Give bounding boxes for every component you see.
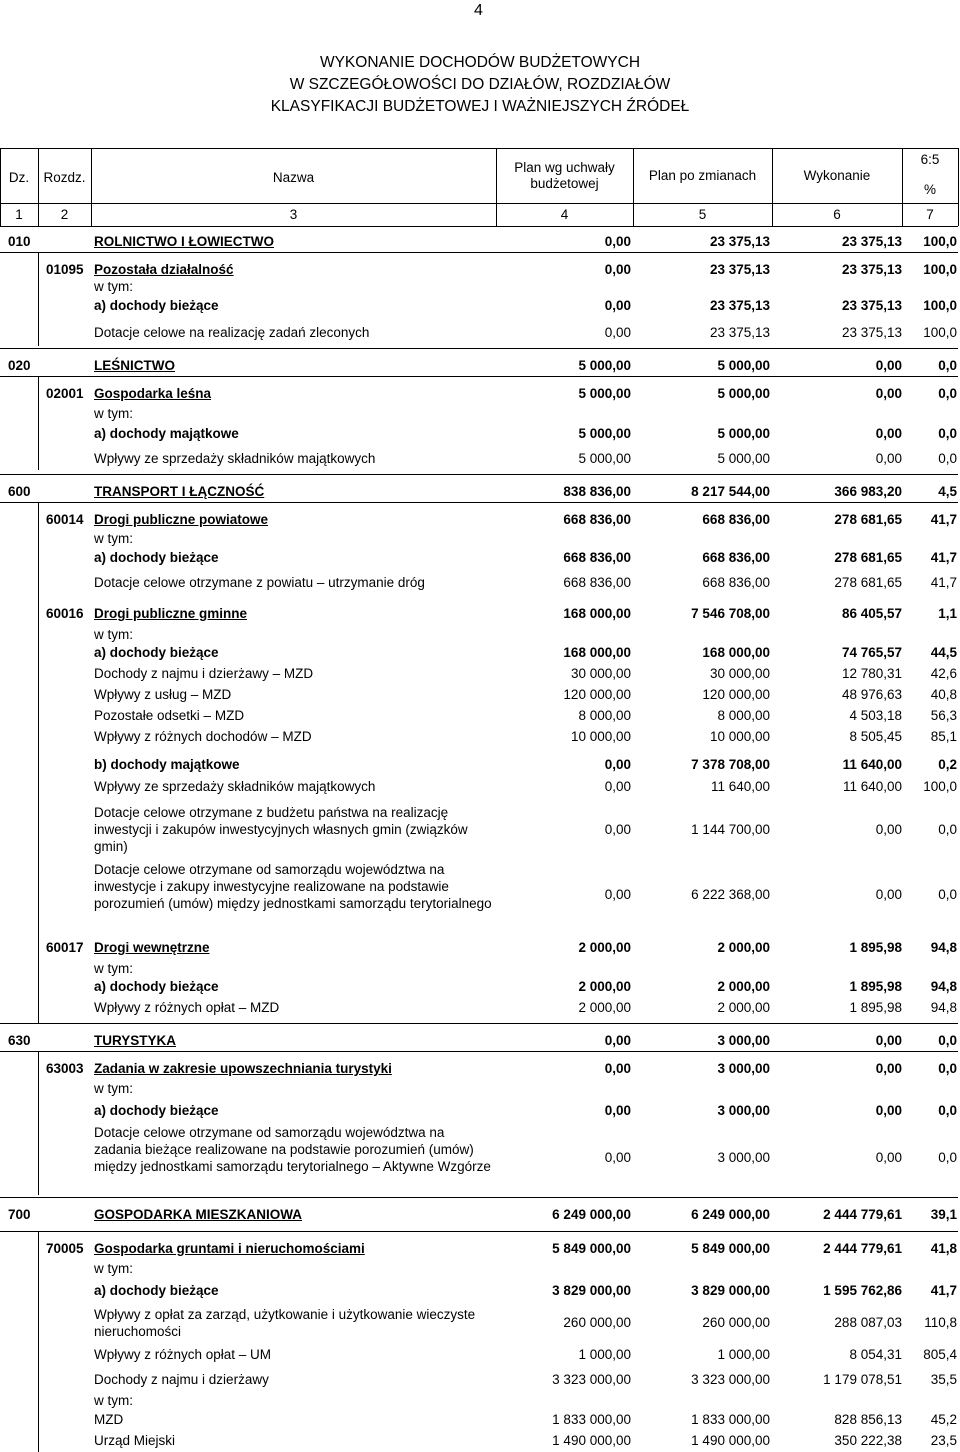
row-name: Zadania w zakresie upowszechniania turystyki [94,1061,392,1076]
plan-uchwala-value: 2 000,00 [578,1000,631,1015]
row-name: ROLNICTWO I ŁOWIECTWO [94,234,274,249]
percent-value: 56,3 [930,708,957,723]
table-row [0,1283,960,1299]
percent-value: 0,0 [938,887,957,902]
plan-zmiany-value: 8 000,00 [717,708,770,723]
plan-uchwala-value: 30 000,00 [570,666,631,681]
plan-uchwala-value: 1 490 000,00 [552,1433,631,1448]
dzial-code: 010 [8,234,31,249]
plan-uchwala-value: 0,00 [604,1150,631,1165]
plan-uchwala-value: 668 836,00 [563,512,631,527]
plan-zmiany-value: 5 000,00 [717,426,770,441]
plan-zmiany-value: 2 000,00 [717,1000,770,1015]
wykonanie-value: 0,00 [875,1033,902,1048]
wykonanie-value: 1 895,98 [849,1000,902,1015]
row-name: Dotacje celowe na realizację zadań zleconych [94,325,370,340]
wykonanie-value: 2 444 779,61 [823,1207,902,1222]
plan-zmiany-value: 1 000,00 [717,1347,770,1362]
plan-zmiany-value: 3 829 000,00 [691,1283,770,1298]
plan-uchwala-value: 5 000,00 [578,426,631,441]
wykonanie-value: 1 595 762,86 [823,1283,902,1298]
row-name: GOSPODARKA MIESZKANIOWA [94,1207,303,1222]
table-row [0,298,960,314]
plan-uchwala-value: 2 000,00 [578,979,631,994]
col-number: 2 [60,207,69,222]
wykonanie-value: 350 222,38 [834,1433,902,1448]
table-row [0,1306,960,1340]
percent-value: 100,0 [923,262,957,277]
wykonanie-value: 86 405,57 [841,606,902,621]
row-name: Wpływy z różnych dochodów – MZD [94,729,312,744]
wykonanie-value: 0,00 [875,887,902,902]
percent-value: 41,7 [930,512,957,527]
plan-uchwala-value: 260 000,00 [563,1315,631,1330]
plan-uchwala-value: 2 000,00 [578,940,631,955]
table-row [0,1081,960,1097]
wykonanie-value: 1 895,98 [849,979,902,994]
table-row [0,666,960,682]
row-name: w tym: [94,961,133,976]
row-separator [0,474,958,475]
row-name: a) dochody bieżące [94,979,219,994]
row-name: Drogi wewnętrzne [94,940,210,955]
plan-zmiany-value: 23 375,13 [709,234,770,249]
table-row [0,575,960,591]
wykonanie-value: 0,00 [875,1103,902,1118]
row-name: w tym: [94,1081,133,1096]
plan-uchwala-value: 5 000,00 [578,451,631,466]
plan-zmiany-value: 30 000,00 [709,666,770,681]
table-row [0,279,960,295]
table-row [0,1393,960,1409]
percent-value: 0,0 [938,358,957,373]
table-row [0,687,960,703]
table-row [0,531,960,547]
wykonanie-value: 0,00 [875,822,902,837]
percent-value: 4,5 [938,484,957,499]
percent-value: 23,5 [930,1433,957,1448]
table-row [0,861,960,929]
row-name: TRANSPORT I ŁĄCZNOŚĆ [94,484,265,499]
row-name: Wpływy z różnych opłat – UM [94,1347,272,1362]
plan-uchwala-value: 0,00 [604,298,631,313]
rozdzial-row [0,1061,960,1077]
dzial-code: 600 [8,484,31,499]
percent-value: 0,2 [938,757,957,772]
wykonanie-value: 0,00 [875,426,902,441]
percent-value: 0,0 [938,451,957,466]
plan-uchwala-value: 0,00 [604,822,631,837]
wykonanie-value: 74 765,57 [841,645,902,660]
wykonanie-value: 0,00 [875,451,902,466]
table-row [0,1372,960,1388]
rozdzial-code: 02001 [46,386,84,401]
table-row [0,1000,960,1016]
row-name: w tym: [94,627,133,642]
wykonanie-value: 288 087,03 [834,1315,902,1330]
rozdzial-code: 60016 [46,606,84,621]
plan-zmiany-value: 168 000,00 [702,645,770,660]
row-name: w tym: [94,531,133,546]
row-separator [0,348,958,349]
col-number: 1 [15,207,23,222]
percent-value: 40,8 [930,687,957,702]
row-name: Dotacje celowe otrzymane od samorządu województwa na inwestycje i zakupy inwestycyjne realizowane na podstawie porozumień (umów) między jednostkami samorządu terytorialnego [94,862,492,911]
row-name: a) dochody bieżące [94,298,219,313]
wykonanie-value: 4 503,18 [849,708,902,723]
wykonanie-value: 23 375,13 [841,262,902,277]
col-pct: % [923,182,936,197]
table-row [0,779,960,795]
plan-zmiany-value: 5 849 000,00 [691,1241,770,1256]
percent-value: 100,0 [923,779,957,794]
plan-uchwala-value: 5 000,00 [578,358,631,373]
row-name: Drogi publiczne powiatowe [94,512,269,527]
plan-uchwala-value: 0,00 [604,1103,631,1118]
percent-value: 39,1 [930,1207,957,1222]
plan-uchwala-value: 0,00 [604,887,631,902]
wykonanie-value: 278 681,65 [834,512,902,527]
plan-uchwala-value: 120 000,00 [563,687,631,702]
row-separator [0,1051,958,1052]
dzial-code: 700 [8,1207,31,1222]
col-number: 6 [833,207,841,222]
dzial-row [0,484,960,500]
wykonanie-value: 8 054,31 [849,1347,902,1362]
wykonanie-value: 0,00 [875,358,902,373]
percent-value: 94,8 [930,1000,957,1015]
plan-uchwala-value: 1 000,00 [578,1347,631,1362]
table-row [0,1261,960,1277]
table-row [0,1412,960,1428]
row-name: a) dochody majątkowe [94,426,239,441]
dzial-row [0,358,960,374]
plan-uchwala-value: 668 836,00 [563,575,631,590]
col-nazwa: Nazwa [272,170,315,185]
rozdzial-row [0,386,960,402]
col-ratio: 6:5 [920,152,940,167]
percent-value: 0,0 [938,1033,957,1048]
table-row [0,708,960,724]
table-row [0,1124,960,1192]
col-plan-uchwaly: Plan wg uchwały budżetowej [514,160,615,191]
rozdzial-code: 60014 [46,512,84,527]
row-separator [0,1231,958,1232]
plan-uchwala-value: 0,00 [604,325,631,340]
wykonanie-value: 0,00 [875,1150,902,1165]
wykonanie-value: 23 375,13 [841,234,902,249]
percent-value: 0,0 [938,1103,957,1118]
plan-zmiany-value: 3 000,00 [717,1061,770,1076]
plan-uchwala-value: 0,00 [604,1061,631,1076]
plan-zmiany-value: 5 000,00 [717,358,770,373]
plan-zmiany-value: 2 000,00 [717,940,770,955]
col-number: 5 [698,207,707,222]
plan-uchwala-value: 5 000,00 [578,386,631,401]
wykonanie-value: 11 640,00 [842,779,902,794]
wykonanie-value: 278 681,65 [834,550,902,565]
percent-value: 805,4 [923,1347,957,1362]
wykonanie-value: 1 179 078,51 [823,1372,902,1387]
row-name: Gospodarka gruntami i nieruchomościami [94,1241,365,1256]
page-title [0,52,960,118]
percent-value: 0,0 [938,1150,957,1165]
plan-zmiany-value: 5 000,00 [717,386,770,401]
row-separator [0,252,958,253]
percent-value: 0,0 [938,426,957,441]
percent-value: 100,0 [923,298,957,313]
plan-zmiany-value: 3 000,00 [717,1150,770,1165]
row-name: w tym: [94,279,133,294]
rozdzial-row [0,1241,960,1257]
percent-value: 42,6 [930,666,957,681]
plan-uchwala-value: 10 000,00 [570,729,631,744]
row-name: Dotacje celowe otrzymane z powiatu – utrzymanie dróg [94,575,425,590]
row-name: TURYSTYKA [94,1033,177,1048]
plan-uchwala-value: 668 836,00 [563,550,631,565]
table-row [0,1433,960,1449]
percent-value: 41,7 [930,1283,957,1298]
table-row [0,804,960,855]
rozdzial-code: 01095 [46,262,84,277]
plan-zmiany-value: 10 000,00 [709,729,770,744]
plan-zmiany-value: 260 000,00 [702,1315,770,1330]
table-row [0,645,960,661]
plan-zmiany-value: 1 490 000,00 [691,1433,770,1448]
wykonanie-value: 828 856,13 [834,1412,902,1427]
percent-value: 0,0 [938,386,957,401]
wykonanie-value: 11 640,00 [842,757,902,772]
plan-zmiany-value: 668 836,00 [702,512,770,527]
row-name: a) dochody bieżące [94,645,219,660]
percent-value: 45,2 [930,1412,957,1427]
plan-uchwala-value: 0,00 [604,779,631,794]
plan-uchwala-value: 0,00 [604,262,631,277]
plan-zmiany-value: 668 836,00 [702,550,770,565]
percent-value: 41,7 [930,550,957,565]
plan-zmiany-value: 668 836,00 [702,575,770,590]
table-header [0,150,960,202]
column-numbers [0,204,960,226]
row-name: Wpływy ze sprzedaży składników majątkowych [94,451,376,466]
plan-zmiany-value: 7 378 708,00 [691,757,770,772]
dzial-row [0,1033,960,1049]
plan-zmiany-value: 6 222 368,00 [691,887,770,902]
plan-zmiany-value: 1 144 700,00 [691,822,770,837]
percent-value: 110,8 [924,1315,957,1330]
rozdzial-code: 70005 [46,1241,84,1256]
row-name: a) dochody bieżące [94,1283,219,1298]
row-name: LEŚNICTWO [94,358,175,373]
plan-uchwala-value: 0,00 [604,234,631,249]
row-name: w tym: [94,406,133,421]
plan-zmiany-value: 2 000,00 [717,979,770,994]
rozdzial-code: 60017 [46,940,84,955]
wykonanie-value: 0,00 [875,386,902,401]
plan-zmiany-value: 120 000,00 [702,687,770,702]
plan-zmiany-value: 23 375,13 [709,262,770,277]
plan-uchwala-value: 8 000,00 [578,708,631,723]
wykonanie-value: 2 444 779,61 [823,1241,902,1256]
row-name: Wpływy z usług – MZD [94,687,232,702]
row-name: Dochody z najmu i dzierżawy [94,1372,269,1387]
plan-zmiany-value: 23 375,13 [709,325,770,340]
row-name: Dotacje celowe otrzymane od samorządu województwa na zadania bieżące realizowane na podstawie porozumień (umów) między jednostkami samorządu terytorialnego – Aktywne Wzgórze [94,1125,491,1174]
percent-value: 85,1 [930,729,957,744]
plan-zmiany-value: 23 375,13 [709,298,770,313]
col-number: 7 [926,207,934,222]
row-name: Wpływy ze sprzedaży składników majątkowych [94,779,376,794]
page-number: 4 [474,2,483,19]
row-separator [0,502,958,503]
row-name: MZD [94,1412,124,1427]
table-row [0,451,960,467]
plan-uchwala-value: 0,00 [604,1033,631,1048]
percent-value: 41,7 [930,575,957,590]
table-row [0,1103,960,1119]
plan-uchwala-value: 3 829 000,00 [552,1283,631,1298]
row-separator [0,1023,958,1024]
percent-value: 100,0 [923,234,957,249]
wykonanie-value: 23 375,13 [841,298,902,313]
col-rozdz: Rozdz. [43,170,86,185]
row-name: Dochody z najmu i dzierżawy – MZD [94,666,314,681]
table-row [0,961,960,977]
wykonanie-value: 366 983,20 [834,484,902,499]
wykonanie-value: 0,00 [875,1061,902,1076]
row-separator [0,376,958,377]
wykonanie-value: 12 780,31 [841,666,902,681]
plan-zmiany-value: 3 000,00 [717,1103,770,1118]
wykonanie-value: 8 505,45 [849,729,902,744]
plan-zmiany-value: 7 546 708,00 [691,606,770,621]
table-row [0,729,960,745]
row-name: Dotacje celowe otrzymane z budżetu państwa na realizację inwestycji i zakupów inwestycyjnych własnych gmin (związków gmin) [94,805,468,854]
rozdzial-row [0,940,960,956]
table-row [0,1347,960,1363]
wykonanie-value: 48 976,63 [841,687,902,702]
plan-zmiany-value: 8 217 544,00 [691,484,770,499]
rozdzial-row [0,512,960,528]
percent-value: 94,8 [930,979,957,994]
rozdzial-row [0,606,960,622]
plan-uchwala-value: 168 000,00 [563,606,631,621]
title-line: W SZCZEGÓŁOWOŚCI DO DZIAŁÓW, ROZDZIAŁÓW [289,76,671,93]
plan-uchwala-value: 6 249 000,00 [552,1207,631,1222]
row-name: w tym: [94,1261,133,1276]
row-name: Pozostała działalność [94,262,234,277]
percent-value: 35,5 [930,1372,957,1387]
table-row [0,979,960,995]
plan-zmiany-value: 3 323 000,00 [691,1372,770,1387]
percent-value: 94,8 [930,940,957,955]
plan-uchwala-value: 1 833 000,00 [552,1412,631,1427]
wykonanie-value: 23 375,13 [841,325,902,340]
dzial-code: 020 [8,358,31,373]
wykonanie-value: 278 681,65 [834,575,902,590]
title-line: WYKONANIE DOCHODÓW BUDŻETOWYCH [319,54,641,71]
row-name: a) dochody bieżące [94,1103,219,1118]
plan-uchwala-value: 0,00 [604,757,631,772]
table-row [0,426,960,442]
col-number: 3 [289,207,298,222]
dzial-row [0,1207,960,1223]
rozdzial-row [0,262,960,278]
col-number: 4 [560,207,569,222]
row-name: w tym: [94,1393,133,1408]
percent-value: 1,1 [938,606,957,621]
percent-value: 0,0 [938,1061,957,1076]
plan-zmiany-value: 6 249 000,00 [691,1207,770,1222]
row-name: Gospodarka leśna [94,386,212,401]
plan-zmiany-value: 11 640,00 [710,779,770,794]
row-name: a) dochody bieżące [94,550,219,565]
row-name: Drogi publiczne gminne [94,606,248,621]
plan-uchwala-value: 168 000,00 [563,645,631,660]
table-row [0,406,960,422]
plan-uchwala-value: 3 323 000,00 [552,1372,631,1387]
col-wykonanie: Wykonanie [803,168,871,183]
percent-value: 0,0 [938,822,957,837]
rozdzial-code: 63003 [46,1061,84,1076]
row-name: Pozostałe odsetki – MZD [94,708,245,723]
row-name: Wpływy z opłat za zarząd, użytkowanie i użytkowanie wieczyste nieruchomości [94,1307,476,1339]
row-name: Urząd Miejski [94,1433,176,1448]
percent-value: 44,5 [930,645,957,660]
plan-zmiany-value: 5 000,00 [717,451,770,466]
table-row [0,627,960,643]
percent-value: 41,8 [930,1241,957,1256]
plan-uchwala-value: 5 849 000,00 [552,1241,631,1256]
col-dz: Dz. [8,170,30,185]
title-line: KLASYFIKACJI BUDŻETOWEJ I WAŻNIEJSZYCH ŹRÓDEŁ [270,98,690,115]
table-row [0,325,960,341]
dzial-code: 630 [8,1033,31,1048]
row-name: Wpływy z różnych opłat – MZD [94,1000,280,1015]
wykonanie-value: 1 895,98 [849,940,902,955]
row-name: b) dochody majątkowe [94,757,240,772]
table-row [0,550,960,566]
plan-uchwala-value: 838 836,00 [563,484,631,499]
row-separator [0,1197,958,1198]
dzial-row [0,234,960,250]
table-row [0,757,960,773]
plan-zmiany-value: 1 833 000,00 [691,1412,770,1427]
percent-value: 100,0 [923,325,957,340]
plan-zmiany-value: 3 000,00 [717,1033,770,1048]
col-plan-zmiany: Plan po zmianach [648,168,757,183]
